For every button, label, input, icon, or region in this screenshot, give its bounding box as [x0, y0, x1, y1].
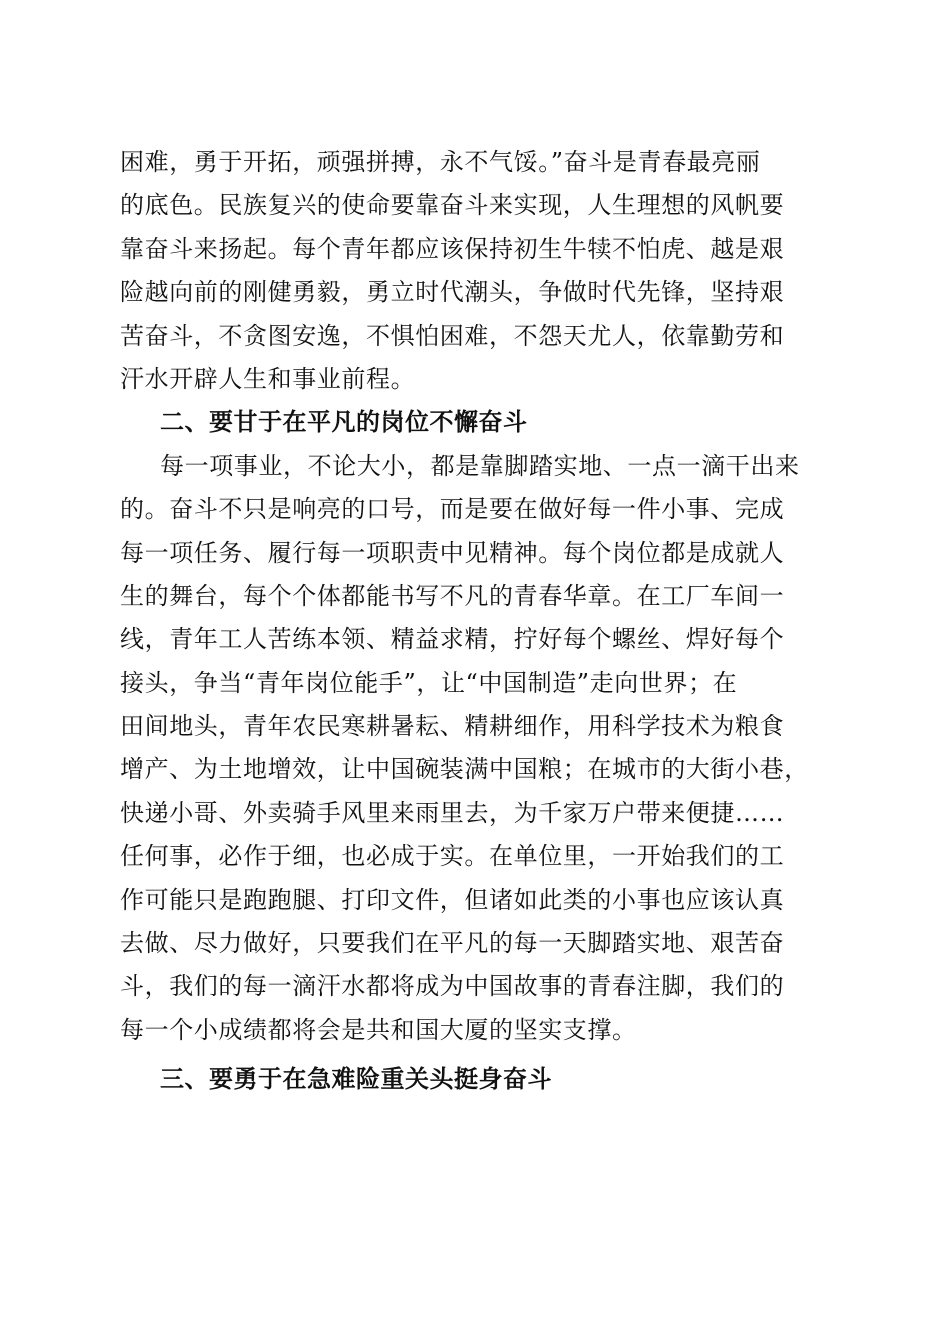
- paragraph-line: 增产、为土地增效，让中国碗装满中国粮；在城市的大街小巷，: [120, 755, 809, 784]
- paragraph-line: 靠奋斗来扬起。每个青年都应该保持初生牛犊不怕虎、越是艰: [120, 234, 785, 263]
- paragraph-line: 田间地头，青年农民寒耕暑耘、精耕细作，用科学技术为粮食: [120, 712, 785, 741]
- paragraph-line: 的底色。民族复兴的使命要靠奋斗来实现，人生理想的风帆要: [120, 191, 785, 220]
- paragraph-line: 生的舞台，每个个体都能书写不凡的青春华章。在工厂车间一: [120, 581, 785, 610]
- paragraph-line: 汗水开辟人生和事业前程。: [120, 364, 416, 393]
- paragraph-line: 快递小哥、外卖骑手风里来雨里去，为千家万户带来便捷……: [120, 798, 785, 827]
- paragraph-line: 险越向前的刚健勇毅，勇立时代潮头，争做时代先锋，坚持艰: [120, 278, 785, 307]
- paragraph-line: 每一个小成绩都将会是共和国大厦的坚实支撑。: [120, 1015, 637, 1044]
- paragraph-1: [120, 141, 830, 401]
- paragraph-line: 苦奋斗，不贪图安逸，不惧怕困难，不怨天尤人，依靠勤劳和: [120, 321, 785, 350]
- section-heading-3: 三、要勇于在急难险重关头挺身奋斗: [160, 1065, 552, 1094]
- paragraph-line: 任何事，必作于细，也必成于实。在单位里，一开始我们的工: [120, 842, 785, 871]
- paragraph-line: 斗，我们的每一滴汗水都将成为中国故事的青春注脚，我们的: [120, 972, 785, 1001]
- paragraph-line: 线，青年工人苦练本领、精益求精，拧好每个螺丝、焊好每个: [120, 625, 785, 654]
- paragraph-line: 困难，勇于开拓，顽强拼搏，永不气馁。”奋斗是青春最亮丽: [120, 148, 761, 176]
- document-body: [120, 141, 830, 1102]
- paragraph-line: 每一项任务、履行每一项职责中见精神。每个岗位都是成就人: [120, 538, 785, 567]
- paragraph-2: [120, 445, 830, 1052]
- paragraph-line: 去做、尽力做好，只要我们在平凡的每一天脚踏实地、艰苦奋: [120, 929, 785, 958]
- paragraph-line: 接头，争当“青年岗位能手”，让“中国制造”走向世界；在: [120, 668, 738, 697]
- paragraph-line: 每一项事业，不论大小，都是靠脚踏实地、一点一滴干出来: [160, 451, 800, 480]
- section-heading-2: 二、要甘于在平凡的岗位不懈奋斗: [160, 408, 528, 437]
- paragraph-line: 作可能只是跑跑腿、打印文件，但诸如此类的小事也应该认真: [120, 885, 785, 914]
- paragraph-line: 的。奋斗不只是响亮的口号，而是要在做好每一件小事、完成: [120, 495, 785, 524]
